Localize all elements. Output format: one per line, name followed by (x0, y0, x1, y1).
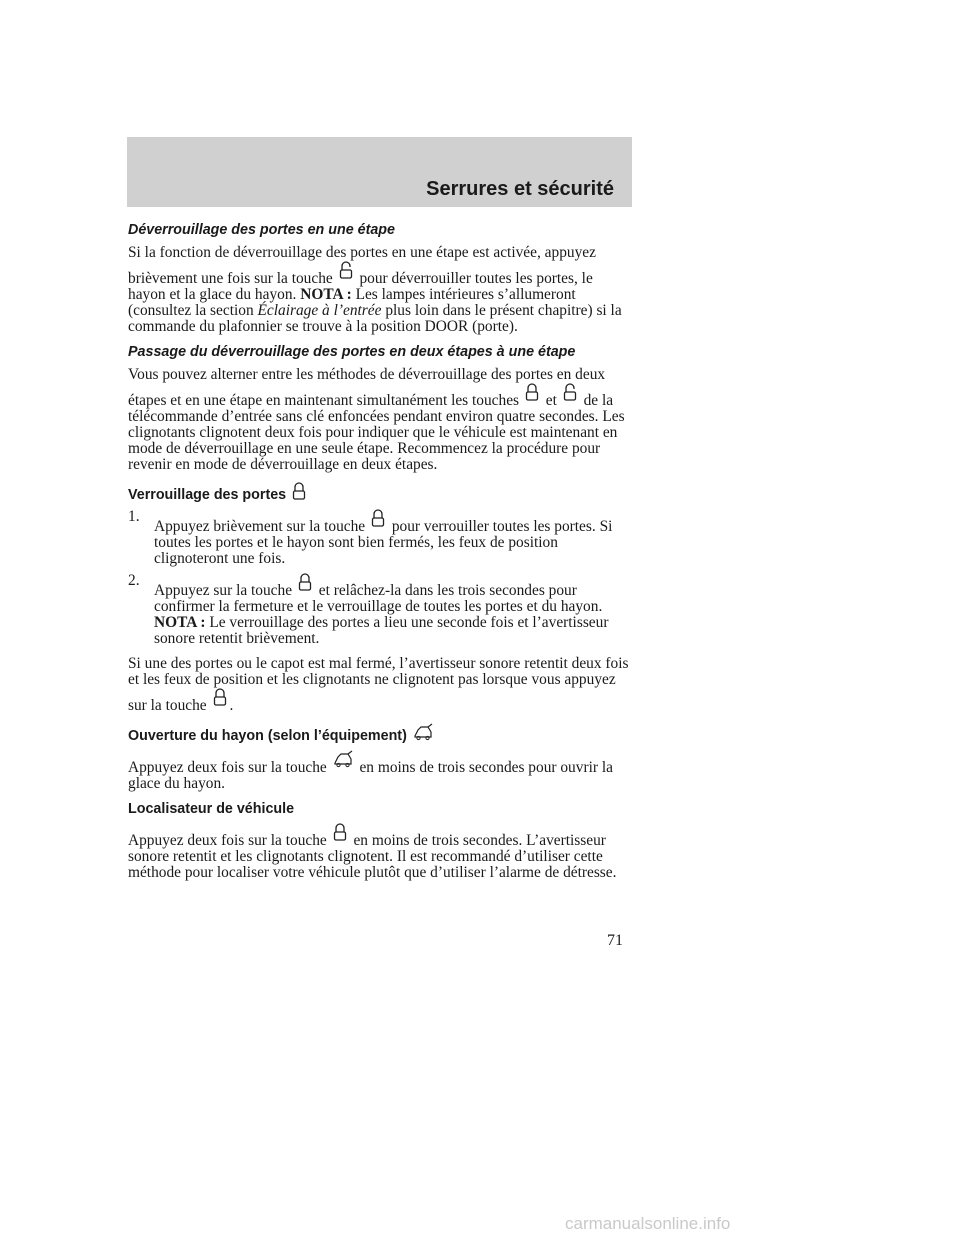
paragraph-liftgate: Appuyez deux fois sur la touche en moins de trois secondes pour ouvrir la glace du hayon. (128, 750, 633, 792)
watermark: carmanualsonline.info (565, 1214, 731, 1233)
section-title-liftgate: Ouverture du hayon (selon l’équipement) (128, 723, 633, 745)
lock-icon (213, 688, 227, 706)
page-number: 71 (607, 932, 623, 949)
list-item: 1. Appuyez brièvement sur la touche pour verrouiller toutes les portes. Si toutes les portes et le hayon sont bien fermés, les feux de position clignoteront une fois. (128, 508, 613, 567)
unlock-icon (339, 261, 353, 279)
lock-icon (298, 573, 312, 591)
list-item: 2. Appuyez sur la touche et relâchez-la dans les trois secondes pour confirmer la fermeture et le verrouillage de toutes les portes et du hayon. NOTA : Le verrouillage des portes a lieu une seconde fois et l’avertisseur sonore retentit brièvement. (128, 572, 609, 647)
unlock-icon (563, 383, 577, 401)
section-title-door-locking: Verrouillage des portes (128, 482, 633, 504)
page-content (128, 222, 633, 890)
paragraph-two-to-one-step: Vous pouvez alterner entre les méthodes de déverrouillage des portes en deux étapes et en une étape en maintenant simultanément les touches et de la télécommande d’entrée sans clé enfoncées pendant environ quatre secondes. Les clignotants clignotent deux fois pour indiquer que le véhicule est maintenant en mode de déverrouillage en une seule étape. Recommencez la procédure pour revenir en mode de déverrouillage en deux étapes. (128, 366, 625, 473)
liftgate-icon (413, 723, 433, 741)
section-title-one-step-unlock: Déverrouillage des portes en une étape (128, 222, 395, 238)
lock-icon (333, 823, 347, 841)
header-band (127, 137, 632, 207)
door-locking-steps (128, 509, 633, 647)
paragraph-one-step-unlock: Si la fonction de déverrouillage des portes en une étape est activée, appuyez brièvement une fois sur la touche pour déverrouiller toutes les portes, le hayon et la glace du hayon. NOTA : Les lampes intérieures s’allumeront (consultez la section Éclairage à l’entrée plus loin dans le présent chapitre) si la commande du plafonnier se trouve à la position DOOR (porte). (128, 244, 622, 335)
lock-icon (525, 383, 539, 401)
paragraph-lock-warning: Si une des portes ou le capot est mal fermé, l’avertisseur sonore retentit deux fois et les feux de position et les clignotants ne clignotent pas lorsque vous appuyez sur la touche . (128, 655, 629, 714)
lock-icon (371, 509, 385, 527)
lock-icon (292, 482, 306, 500)
section-reference: Éclairage à l’entrée (257, 302, 382, 319)
liftgate-icon (333, 750, 353, 768)
page-title: Serrures et sécurité (426, 178, 614, 200)
section-title-two-to-one-step: Passage du déverrouillage des portes en deux étapes à une étape (128, 344, 576, 360)
section-title-vehicle-locator: Localisateur de véhicule (128, 801, 295, 817)
paragraph-vehicle-locator: Appuyez deux fois sur la touche en moins de trois secondes. L’avertisseur sonore retentit et les clignotants clignotent. Il est recommandé d’utiliser cette méthode pour localiser votre véhicule plutôt que d’utiliser l’alarme de détresse. (128, 823, 633, 881)
